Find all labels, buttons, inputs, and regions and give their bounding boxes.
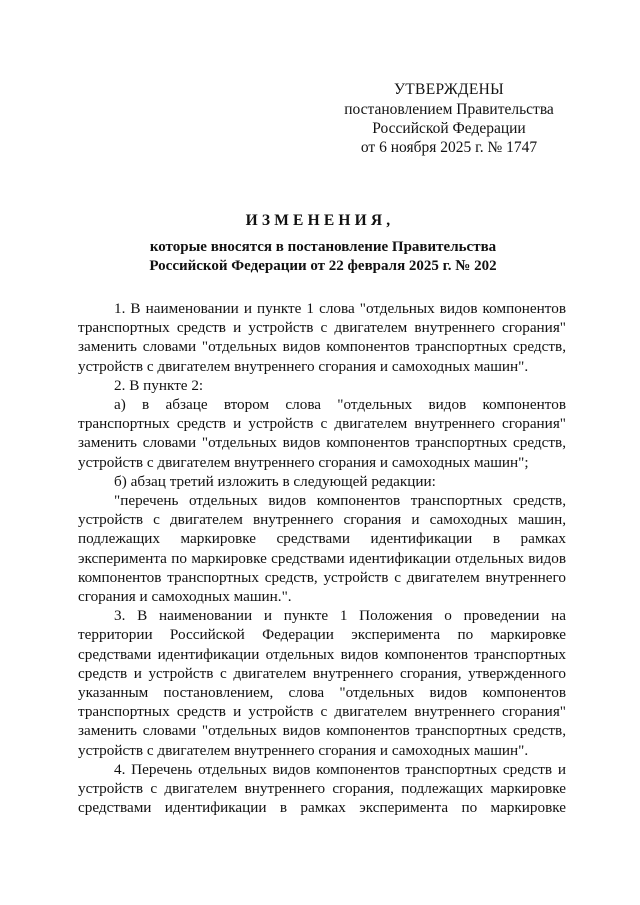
paragraph-2b: б) абзац третий изложить в следующей редакции:	[114, 472, 436, 490]
approval-line-1: постановлением Правительства	[344, 101, 554, 118]
paragraph-1: 1. В наименовании и пункте 1 слова "отдельных видов компонентов транспортных средств и устройств с двигателем внутреннего сгорания" заменить словами "отдельных видов компонентов транспортных средств, устройств с двигателем внутреннего сгорания и самоходных машин".	[78, 300, 566, 375]
paragraph-3: 3. В наименовании и пункте 1 Положения о проведении на территории Российской Федерации эксперимента по маркировке средствами идентификации отдельных видов компонентов транспортных средств и устройств с двигателем внутреннего сгорания, утвержденного указанным постановлением, слова "отдельных видов компонентов транспортных средств и устройств с двигателем внутреннего сгорания" заменить словами "отдельных видов компонентов транспортных средств, устройств с двигателем внутреннего сгорания и самоходных машин".	[78, 607, 566, 759]
subtitle-line-2: Российской Федерации от 22 февраля 2025 г. № 202	[149, 258, 497, 274]
paragraph-2a: а) в абзаце втором слова "отдельных видов компонентов транспортных средств и устройств с двигателем внутреннего сгорания" заменить словами "отдельных видов компонентов транспортных средств, устройств с двигателем внутреннего сгорания и самоходных машин";	[78, 396, 566, 471]
document-body	[78, 299, 566, 817]
subtitle-line-1: которые вносятся в постановление Правительства	[149, 239, 497, 255]
paragraph-4: 4. Перечень отдельных видов компонентов транспортных средств и устройств с двигателем внутреннего сгорания, подлежащих маркировке средствами идентификации в рамках эксперимента по маркировке	[78, 760, 566, 817]
approval-line-2: Российской Федерации	[372, 120, 526, 137]
document-subtitle	[78, 238, 568, 276]
approval-heading: УТВЕРЖДЕНЫ	[394, 81, 504, 98]
document-title: ИЗМЕНЕНИЯ,	[245, 212, 395, 229]
approval-line-3: от 6 ноября 2025 г. № 1747	[360, 139, 538, 156]
paragraph-2: 2. В пункте 2:	[114, 376, 204, 394]
paragraph-2b-quote: "перечень отдельных видов компонентов транспортных средств, устройств с двигателем внутреннего сгорания и самоходных машин, подлежащих маркировке средствами идентификации в рамках эксперимента по маркировке средствами идентификации отдельных видов компонентов транспортных средств, устройств с двигателем внутреннего сгорания и самоходных машин.".	[78, 492, 566, 606]
approval-stamp	[330, 80, 568, 157]
